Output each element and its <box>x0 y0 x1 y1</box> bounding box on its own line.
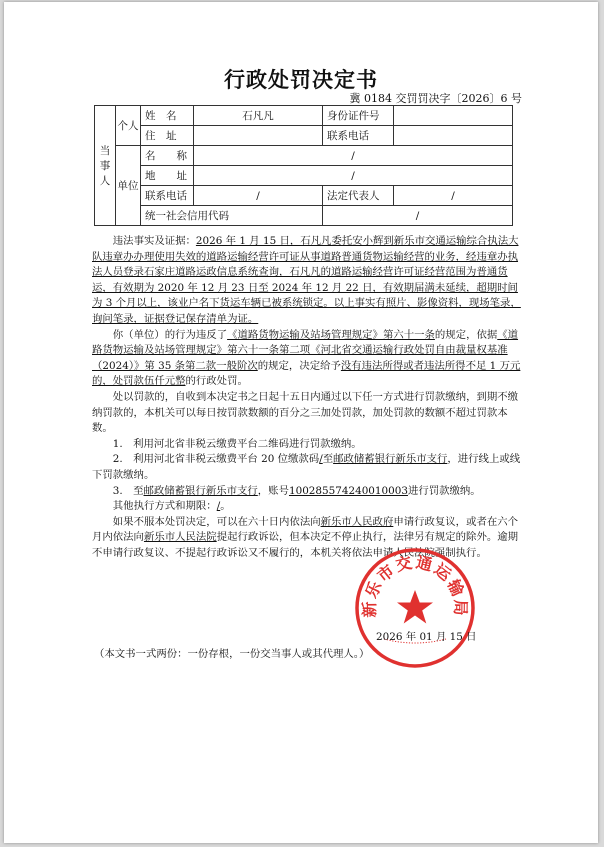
appeal-end: 提起行政诉讼，但本决定不停止执行，法律另有规定的除外。逾期不申请行政复议、不提起行政诉讼又不履行的，本机关将依法申请人民法院强制执行。 <box>92 531 519 559</box>
unit-address-value: / <box>194 166 513 186</box>
unit-phone-value: / <box>194 186 323 206</box>
appeal-mid: 申请行政复议，或者在六个月内依法向 <box>92 515 519 544</box>
violation-end: 的行政处罚。 <box>185 375 248 388</box>
address-value <box>194 126 323 146</box>
other-prefix: 其他执行方式和期限： <box>112 500 217 513</box>
unit-header: 单位 <box>116 146 141 226</box>
credit-code-value: / <box>323 206 513 226</box>
appeal-prefix: 如果不服本处罚决定，可以在六十日内依法向 <box>112 515 321 528</box>
document-page <box>4 2 598 843</box>
name-label: 姓 名 <box>141 106 194 126</box>
payment-method-3 <box>92 484 522 500</box>
document-number: 冀 0184 交罚罚决字〔2026〕6 号 <box>349 92 522 105</box>
method-3-end: 进行罚款缴纳。 <box>407 484 481 497</box>
litigation-court: 新乐市人民法院 <box>143 531 217 544</box>
seal-star-icon <box>397 590 433 624</box>
method-2-mid: 至 <box>322 453 334 466</box>
payment-method-1: 1. 利用河北省非税云缴费平台二维码进行罚款缴纳。 <box>112 437 362 450</box>
penalty-basis: 《道路货物运输及站场管理规定》第六十一条第二项《河北省交通运输行政处罚自由裁量权基准（2024）》第 35 条第二款一般阶次 <box>92 328 519 372</box>
other-methods <box>92 499 522 515</box>
phone-value <box>394 126 513 146</box>
id-label: 身份证件号 <box>323 106 394 126</box>
document-title: 行政处罚决定书 <box>224 67 378 92</box>
review-authority: 新乐市人民政府 <box>320 515 394 528</box>
unit-name-label: 名 称 <box>141 146 194 166</box>
phone-label: 联系电话 <box>323 126 394 146</box>
legal-rep-label: 法定代表人 <box>323 186 394 206</box>
other-value: / <box>216 500 221 513</box>
official-seal <box>354 547 476 669</box>
method-2-end: ，进行线上或线下罚款缴纳。 <box>92 453 521 481</box>
address-label: 住 址 <box>141 126 194 146</box>
penalty-content: 没有违法所得或者违法所得不足 1 万元的，处罚款伍仟元整 <box>92 359 521 388</box>
copies-note: （本文书一式两份：一份存根，一份交当事人或其代理人。） <box>94 648 370 660</box>
seal-text: 新乐市交通运输局 <box>359 552 471 618</box>
violation-mid: 的规定，依据 <box>434 328 498 341</box>
unit-name-value: / <box>194 146 513 166</box>
party-header: 当事人 <box>95 106 116 226</box>
violated-regulation: 《道路货物运输及站场管理规定》第六十一条 <box>227 328 435 341</box>
individual-header: 个人 <box>116 106 141 146</box>
issue-date: 2026 年 01 月 15 日 <box>376 631 477 643</box>
payment-method-2 <box>92 452 522 483</box>
other-end: 。 <box>220 500 231 513</box>
decision-body <box>92 234 522 561</box>
credit-code-label: 统一社会信用代码 <box>141 206 323 226</box>
method-2-bank: 邮政储蓄银行新乐市支行 <box>333 453 448 466</box>
violation-prefix: 你（单位）的行为违反了 <box>112 328 228 341</box>
legal-rep-value: / <box>394 186 513 206</box>
violation-paragraph <box>92 328 522 390</box>
method-2-prefix: 2. 利用河北省非税云缴费平台 20 位缴款码 <box>112 453 320 466</box>
bank-account: 100285574240010003 <box>288 484 408 497</box>
unit-address-label: 地 址 <box>141 166 194 186</box>
facts-label: 违法事实及证据： <box>112 235 196 247</box>
method-3-bank: 邮政储蓄银行新乐市支行 <box>143 484 258 497</box>
party-info-table <box>94 105 513 226</box>
unit-phone-label: 联系电话 <box>141 186 194 206</box>
violation-decide: 的规定，决定给予 <box>257 359 341 372</box>
payment-code: / <box>319 453 323 466</box>
id-value <box>394 106 513 126</box>
facts-text: 2026 年 1 月 15 日，石凡凡委托安小辉到新乐市交通运输综合执法大队违章办办理使用失效的道路运输经营许可证从事道路普通货物运输经营的业务，经违章办执法人员登录石家庄道路运政信息系统查询，石凡凡的道路运输经营许可证经营范围为普通货运，有效期为 2020 年 12 月 23 日至 2024 年 12 月 22 日，有效期届满未延续，超期时间为 3 个月以上，该业户名下货运车辆已被系统锁定。以上事实有照片、影像资料，现场笔录，询问笔录，证据登记保存清单为证。 <box>92 235 521 325</box>
payment-paragraph: 处以罚款的，自收到本决定书之日起十五日内通过以下任一方式进行罚款缴纳，到期不缴纳罚款的，本机关可以每日按罚款数额的百分之三加处罚款，加处罚款的数额不超过罚款本数。 <box>92 390 519 435</box>
method-3-prefix: 3. 至 <box>112 484 144 497</box>
method-3-mid: ，账号 <box>257 484 289 497</box>
facts-paragraph <box>92 234 522 328</box>
name-value: 石凡凡 <box>194 106 323 126</box>
